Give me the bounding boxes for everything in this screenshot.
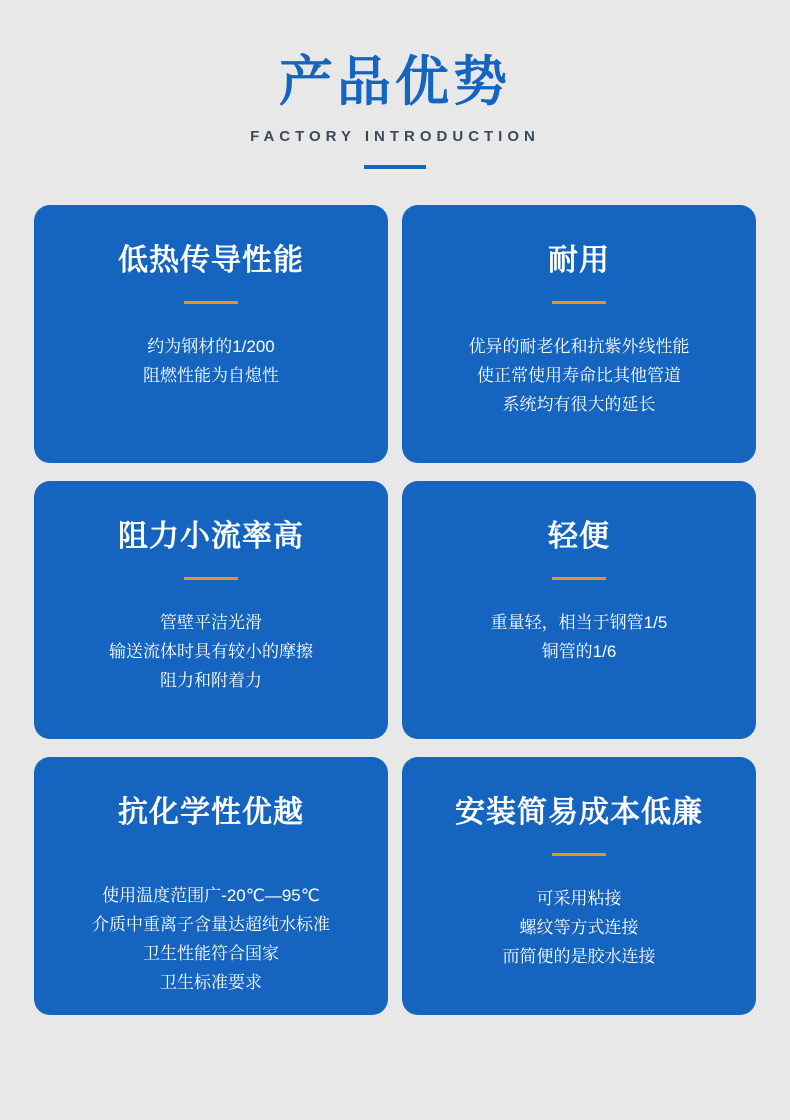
advantage-card-title: 耐用 bbox=[548, 244, 610, 277]
advantage-card bbox=[34, 757, 388, 1015]
advantage-card-body bbox=[469, 332, 690, 419]
advantage-card-divider bbox=[552, 301, 606, 304]
advantage-card-line: 螺纹等方式连接 bbox=[519, 918, 639, 937]
page-header bbox=[0, 0, 790, 169]
advantage-card bbox=[34, 205, 388, 463]
advantage-card-line: 可采用粘接 bbox=[536, 889, 622, 908]
advantage-card-body bbox=[109, 608, 313, 695]
advantage-card-line: 管壁平洁光滑 bbox=[160, 613, 262, 632]
advantage-card-divider bbox=[552, 853, 606, 856]
advantage-card-line: 卫生性能符合国家 bbox=[143, 944, 279, 963]
advantage-card-divider bbox=[184, 577, 238, 580]
advantage-card-body bbox=[491, 608, 668, 666]
advantage-card-line: 阻力和附着力 bbox=[160, 671, 262, 690]
advantage-card-line: 输送流体时具有较小的摩擦 bbox=[109, 642, 313, 661]
advantage-card-line: 而简便的是胶水连接 bbox=[502, 947, 656, 966]
advantage-card bbox=[34, 481, 388, 739]
advantage-card-divider bbox=[184, 301, 238, 304]
advantage-card-line: 系统均有很大的延长 bbox=[502, 395, 656, 414]
advantage-card-line: 铜管的1/6 bbox=[541, 642, 617, 661]
advantage-card-divider bbox=[552, 577, 606, 580]
advantage-card-line: 阻燃性能为自熄性 bbox=[143, 366, 279, 385]
advantage-card bbox=[402, 757, 756, 1015]
advantage-card-title: 抗化学性优越 bbox=[118, 796, 304, 829]
advantage-card-line: 约为钢材的1/200 bbox=[147, 337, 275, 356]
advantage-card-body bbox=[92, 881, 330, 997]
advantage-card-line: 介质中重离子含量达超纯水标准 bbox=[92, 915, 330, 934]
advantage-card-line: 使正常使用寿命比其他管道 bbox=[477, 366, 681, 385]
advantage-card-line: 优异的耐老化和抗紫外线性能 bbox=[468, 337, 690, 356]
advantage-card bbox=[402, 205, 756, 463]
advantage-card-line: 重量轻，相当于钢管1/5 bbox=[490, 613, 668, 632]
advantage-card-title: 低热传导性能 bbox=[118, 244, 304, 277]
advantage-card-line: 使用温度范围广-20℃—95℃ bbox=[102, 886, 320, 905]
advantage-card-grid bbox=[34, 205, 756, 1015]
header-divider bbox=[364, 165, 426, 169]
advantage-card-body bbox=[143, 332, 279, 390]
advantage-card-line: 卫生标准要求 bbox=[160, 973, 262, 992]
page-title: 产品优势 bbox=[279, 52, 511, 112]
advantage-card-title: 阻力小流率高 bbox=[118, 520, 304, 553]
page-subtitle: FACTORY INTRODUCTION bbox=[250, 128, 540, 145]
advantage-card-title: 轻便 bbox=[548, 520, 610, 553]
advantage-card-title: 安装简易成本低廉 bbox=[455, 796, 703, 829]
advantage-card bbox=[402, 481, 756, 739]
advantage-card-body bbox=[503, 884, 656, 971]
